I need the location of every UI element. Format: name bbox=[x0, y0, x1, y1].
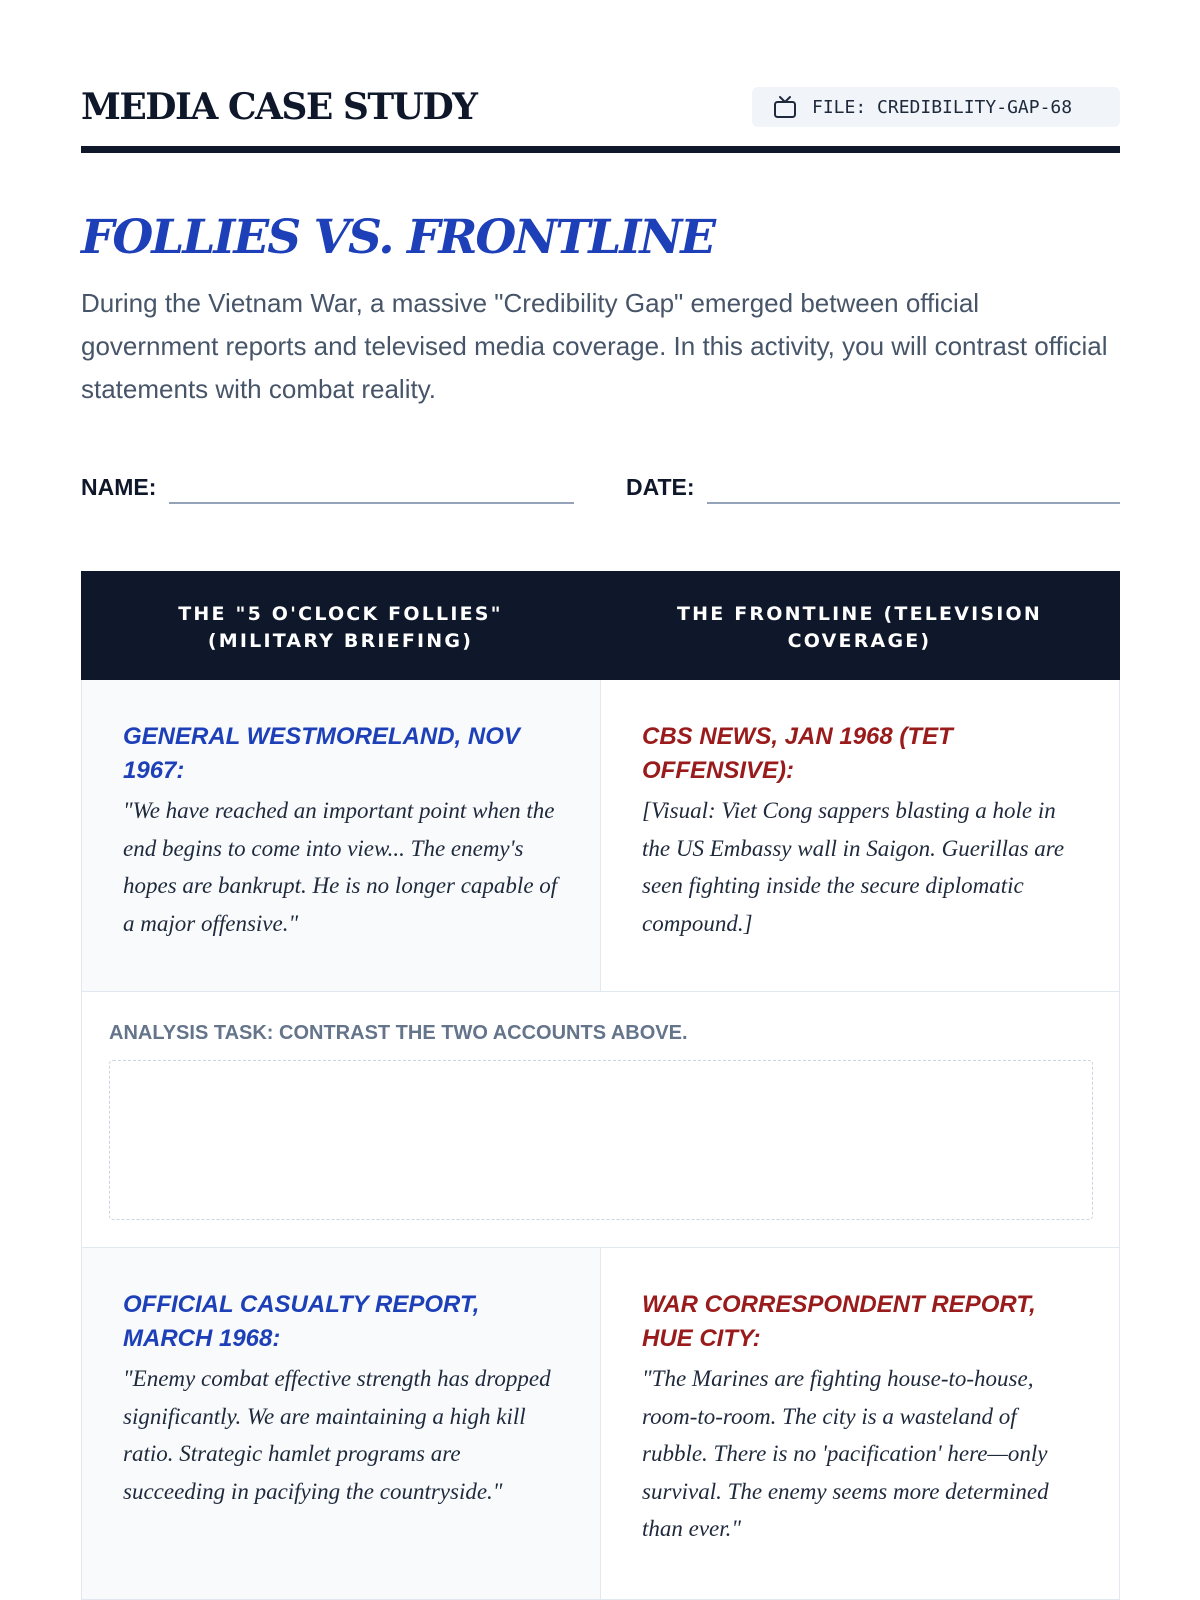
quote-text: "We have reached an important point when the end begins to come into view... The enemy's hopes are bankrupt. He is no longer capable of a major offensive." bbox=[123, 798, 558, 936]
analysis-answer-box[interactable] bbox=[109, 1060, 1093, 1220]
source-label: CBS NEWS, JAN 1968 (TET OFFENSIVE): bbox=[642, 723, 953, 784]
column-header-military: THE "5 O'CLOCK FOLLIES" (MILITARY BRIEFING) bbox=[178, 603, 503, 652]
file-label: FILE: CREDIBILITY-GAP-68 bbox=[812, 96, 1073, 118]
worksheet-page bbox=[81, 0, 1120, 1541]
table-row bbox=[81, 1248, 1120, 1600]
analysis-task-label: ANALYSIS TASK: CONTRAST THE TWO ACCOUNTS ABOVE. bbox=[109, 1022, 688, 1044]
official-account-cell bbox=[82, 1248, 601, 1599]
name-field[interactable] bbox=[169, 502, 574, 504]
quote-text: [Visual: Viet Cong sappers blasting a hole in the US Embassy wall in Saigon. Guerillas are seen fighting inside the secure diplomatic compound.] bbox=[642, 798, 1065, 936]
quote-text: "The Marines are fighting house-to-house, room-to-room. The city is a wasteland of rubble. There is no 'pacification' here—only survival. The enemy seems more determined than ever." bbox=[642, 1366, 1049, 1541]
name-label: NAME: bbox=[81, 474, 157, 500]
header bbox=[81, 0, 1120, 154]
comparison-table bbox=[81, 571, 1120, 1600]
date-label: DATE: bbox=[626, 474, 695, 500]
file-badge bbox=[752, 87, 1120, 127]
column-header-television: THE FRONTLINE (TELEVISION COVERAGE) bbox=[676, 603, 1043, 652]
name-date-fields bbox=[81, 470, 1120, 506]
table-row bbox=[81, 680, 1120, 992]
header-divider bbox=[81, 146, 1120, 153]
source-label: WAR CORRESPONDENT REPORT, HUE CITY: bbox=[642, 1291, 1036, 1352]
official-account-cell bbox=[82, 680, 601, 991]
frontline-account-cell bbox=[601, 680, 1119, 991]
source-label: GENERAL WESTMORELAND, NOV 1967: bbox=[123, 723, 520, 784]
source-label: OFFICIAL CASUALTY REPORT, MARCH 1968: bbox=[123, 1291, 480, 1352]
page-title: FOLLIES VS. FRONTLINE bbox=[81, 210, 715, 265]
date-field[interactable] bbox=[707, 502, 1120, 504]
quote-text: "Enemy combat effective strength has dropped significantly. We are maintaining a high kill ratio. Strategic hamlet programs are succeeding in pacifying the countryside." bbox=[123, 1366, 551, 1504]
tv-icon bbox=[772, 94, 798, 120]
frontline-account-cell bbox=[601, 1248, 1119, 1599]
header-title: MEDIA CASE STUDY bbox=[81, 86, 477, 128]
table-header bbox=[81, 571, 1120, 680]
intro-paragraph: During the Vietnam War, a massive "Credibility Gap" emerged between official government reports and televised media coverage. In this activity, you will contrast official statements with combat reality. bbox=[81, 288, 1108, 404]
analysis-row bbox=[81, 992, 1120, 1248]
